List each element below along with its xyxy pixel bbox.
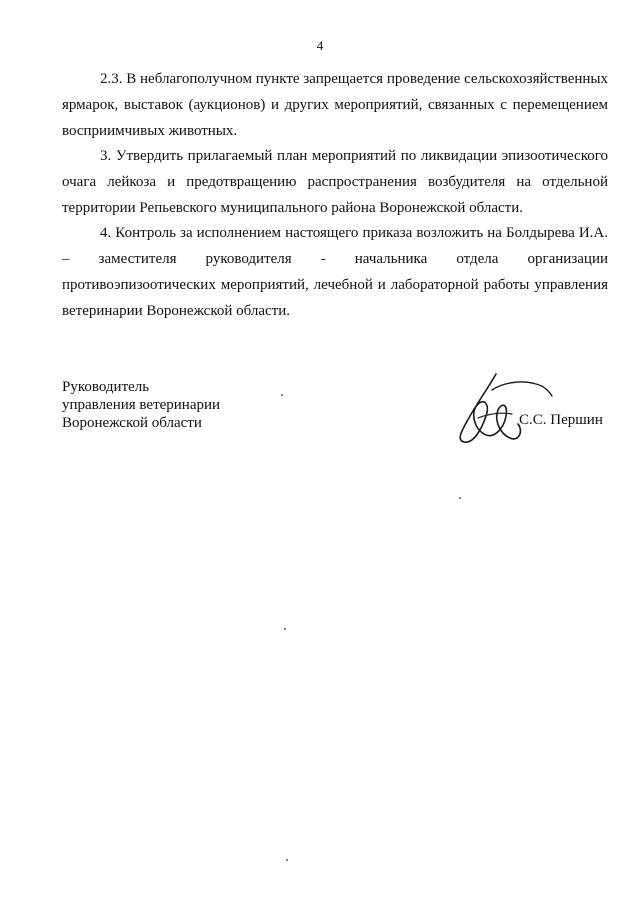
paragraph-text: 3. Утвердить прилагаемый план мероприятий по ликвидации эпизоотического очага лейкоза и предотвращению распространения возбудителя на отдельной территории Репьевского муниципального района Воронежской области.	[62, 148, 608, 216]
paragraph-3	[62, 143, 608, 221]
scan-speck	[284, 628, 286, 630]
page-number: 4	[316, 38, 324, 53]
scan-speck	[286, 859, 288, 861]
paragraph-text: 2.3. В неблагополучном пункте запрещается проведение сельскохозяйственных ярмарок, выставок (аукционов) и других мероприятий, связанных с перемещением восприимчивых животных.	[62, 71, 608, 139]
signatory-title-line: Воронежской области	[62, 415, 202, 431]
signatory-title-line: управления ветеринарии	[62, 397, 221, 413]
paragraph-text: 4. Контроль за исполнением настоящего приказа возложить на Болдырева И.А. – заместителя руководителя - начальника отдела организации противоэпизоотических мероприятий, лечебной и лабораторной работы управления ветеринарии Воронежской области.	[62, 225, 608, 319]
signatory-name: С.С. Першин	[519, 412, 603, 428]
paragraph-2-3	[62, 66, 608, 144]
handwritten-signature	[448, 368, 558, 448]
paragraph-4	[62, 220, 608, 324]
signatory-title-line: Руководитель	[62, 379, 150, 395]
scan-speck	[459, 497, 461, 499]
signatory-title	[62, 378, 220, 432]
scan-speck	[281, 394, 283, 396]
